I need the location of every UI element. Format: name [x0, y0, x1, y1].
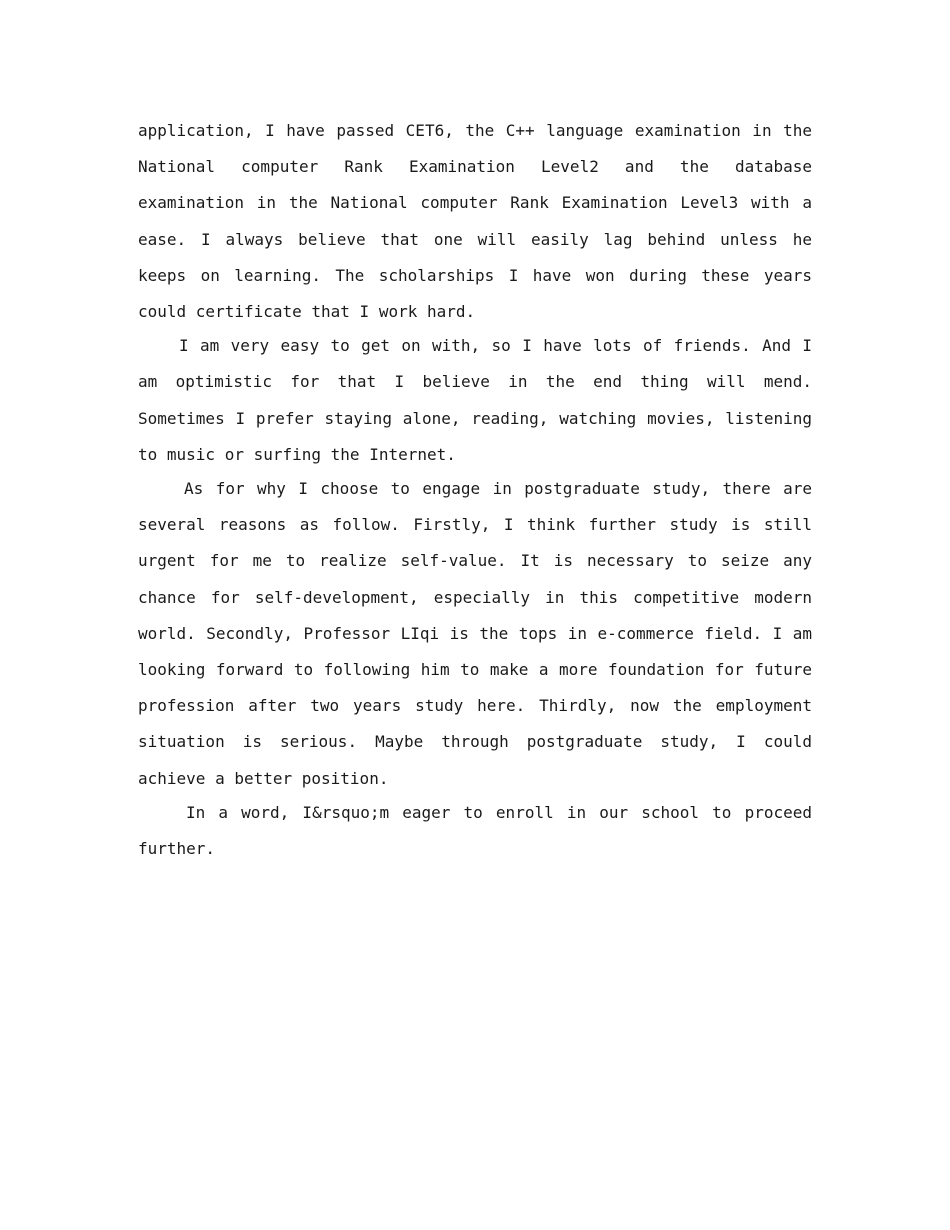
document-body	[138, 113, 812, 867]
paragraph-reasons: As for why I choose to engage in postgraduate study, there are several reasons as follow. Firstly, I think further study is still urgent for me to realize self-value. It is necessary to seize any chance for self-development, especially in this competitive modern world. Secondly, Professor LIqi is the tops in e-commerce field. I am looking forward to following him to make a more foundation for future profession after two years study here. Thirdly, now the employment situation is serious. Maybe through postgraduate study, I could achieve a better position.	[138, 479, 812, 788]
paragraph-qualifications: application, I have passed CET6, the C++ language examination in the National computer Rank Examination Level2 and the database examination in the National computer Rank Examination Level3 with a ease. I always believe that one will easily lag behind unless he keeps on learning. The scholarships I have won during these years could certificate that I work hard.	[138, 121, 812, 322]
paragraph-conclusion: In a word, I&rsquo;m eager to enroll in our school to proceed further.	[138, 802, 812, 859]
paragraph-personality: I am very easy to get on with, so I have lots of friends. And I am optimistic for that I believe in the end thing will mend. Sometimes I prefer staying alone, reading, watching movies, listening to music or surfing the Internet.	[138, 336, 812, 464]
